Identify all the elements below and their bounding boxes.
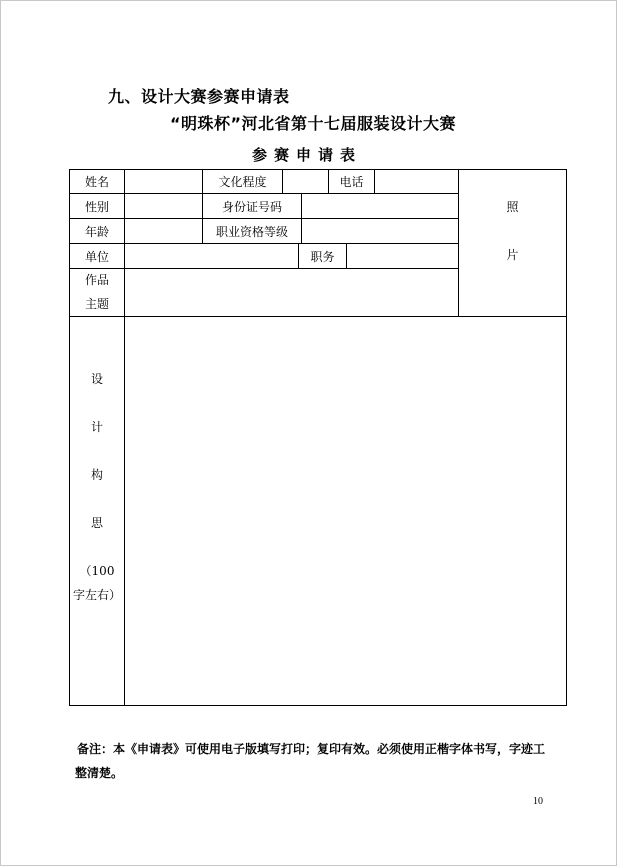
name-label: 姓名 [84, 175, 109, 189]
form-title: 参赛申请表 [252, 146, 363, 164]
concept-label-char1: 设 [90, 372, 103, 386]
position-label: 职务 [310, 250, 335, 264]
photo-label-line1: 照 [506, 200, 519, 214]
work-title-input[interactable] [125, 269, 457, 316]
id-number-label: 身份证号码 [221, 200, 282, 214]
position-input[interactable] [347, 244, 457, 268]
education-label: 文化程度 [218, 175, 267, 189]
work-title-label-line2: 主题 [84, 297, 109, 311]
design-concept-input[interactable] [125, 317, 566, 705]
age-input[interactable] [125, 219, 201, 243]
photo-area[interactable] [459, 171, 566, 316]
concept-label-char3: 构 [90, 468, 103, 482]
age-label: 年龄 [84, 225, 109, 239]
qualification-input[interactable] [302, 219, 457, 243]
education-input[interactable] [283, 171, 327, 192]
application-form-table [69, 169, 567, 706]
photo-label-line2: 片 [506, 248, 519, 262]
phone-input[interactable] [375, 171, 457, 192]
form-note: 备注：本《申请表》可使用电子版填写打印；复印有效。必须使用正楷字体书写，字迹工整清楚。 [75, 742, 546, 780]
qualification-label: 职业资格等级 [215, 225, 288, 239]
concept-label-approx: 字左右） [72, 588, 121, 602]
concept-label-char4: 思 [90, 516, 103, 530]
id-number-input[interactable] [302, 194, 457, 218]
gender-input[interactable] [125, 194, 201, 218]
employer-label: 单位 [84, 250, 109, 264]
gender-label: 性别 [84, 200, 109, 214]
phone-label: 电话 [339, 175, 364, 189]
page-number: 10 [533, 796, 543, 807]
name-input[interactable] [125, 171, 201, 192]
work-title-label-line1: 作品 [84, 273, 109, 287]
employer-input[interactable] [125, 244, 297, 268]
section-heading: 九、设计大赛参赛申请表 [108, 87, 290, 106]
contest-title: “明珠杯”河北省第十七届服装设计大赛 [170, 114, 457, 133]
concept-label-count: （100 [79, 564, 115, 578]
concept-label-char2: 计 [90, 420, 103, 434]
